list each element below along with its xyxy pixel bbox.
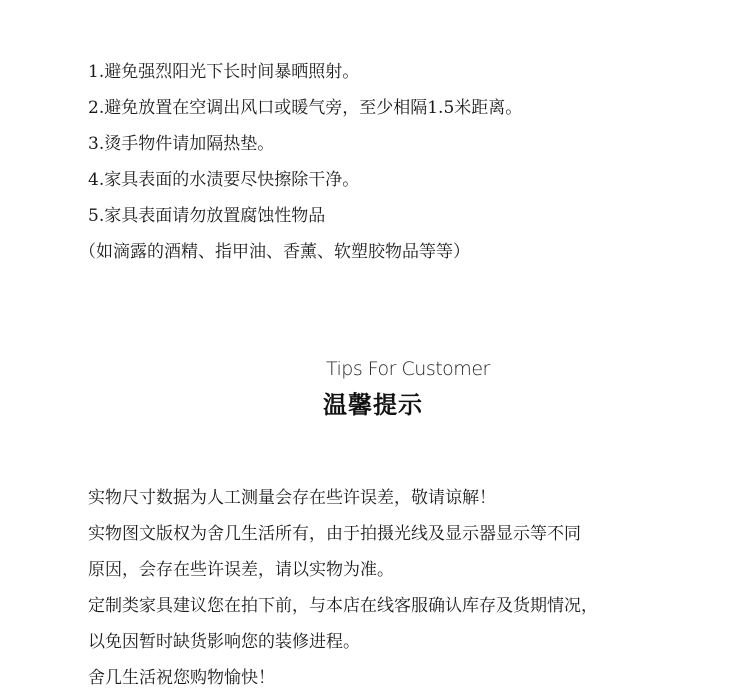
tips-title-en: Tips For Customer [326,358,490,380]
care-item: 3.烫手物件请加隔热垫。 [88,134,275,154]
care-item: 2.避免放置在空调出风口或暖气旁，至少相隔1.5米距离。 [88,98,523,118]
tips-title-cn: 温馨提示 [323,390,423,419]
care-instructions-list [79,54,728,270]
notice-line: 实物尺寸数据为人工测量会存在些许误差，敬请谅解！ [88,488,496,508]
notice-block [88,480,728,696]
notice-line: 原因，会存在些许误差，请以实物为准。 [88,560,394,580]
care-item: 4.家具表面的水渍要尽快擦除干净。 [88,170,360,190]
care-note: （如滴露的酒精、指甲油、香薰、软塑胶物品等等） [79,242,470,262]
notice-line: 以免因暂时缺货影响您的装修进程。 [88,632,360,652]
notice-line: 实物图文版权为舍几生活所有，由于拍摄光线及显示器显示等不同 [88,524,581,544]
care-item: 1.避免强烈阳光下长时间暴晒照射。 [88,62,360,82]
care-item: 5.家具表面请勿放置腐蚀性物品 [88,206,326,226]
notice-line: 定制类家具建议您在拍下前，与本店在线客服确认库存及货期情况， [88,596,598,616]
notice-line: 舍几生活祝您购物愉快！ [88,668,275,688]
